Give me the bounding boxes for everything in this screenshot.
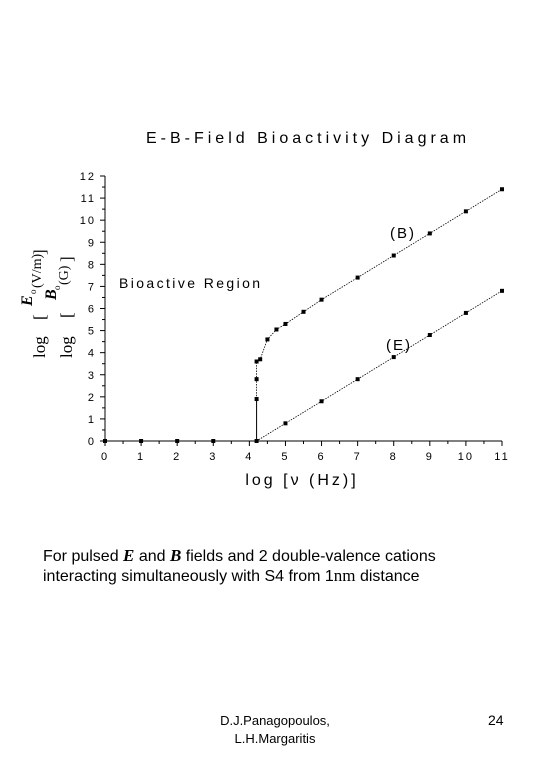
y-tick-label: 1	[87, 413, 96, 426]
x-tick-label: 11	[494, 451, 510, 463]
y-tick-label: 12	[79, 171, 96, 183]
axes	[80, 171, 510, 463]
series-points	[103, 187, 504, 443]
y-tick-label: 3	[87, 369, 96, 382]
y-label-E-unit: (V/m)	[30, 253, 45, 288]
y-label-E-sub: o	[28, 289, 38, 294]
y-tick-label: 9	[87, 237, 96, 250]
series-lines	[105, 189, 502, 441]
data-point-E	[320, 399, 324, 403]
y-tick-label: 6	[87, 303, 96, 316]
x-tick-label: 4	[245, 451, 254, 463]
data-point-B	[255, 360, 259, 364]
x-tick-label: 8	[389, 451, 398, 463]
data-point-B	[320, 298, 324, 302]
data-point-B	[356, 276, 360, 280]
data-point-E	[428, 333, 432, 337]
series-line-B	[257, 189, 502, 399]
data-point-B	[428, 231, 432, 235]
y-label-B-unit: (G)	[57, 265, 72, 285]
x-tick-label: 6	[317, 451, 326, 463]
y-tick-label: 8	[87, 259, 96, 272]
data-point-B	[258, 357, 262, 361]
data-point-E	[392, 355, 396, 359]
x-tick-label: 2	[173, 451, 182, 463]
y-label-bracket-3: [	[57, 312, 76, 318]
y-tick-label: 4	[87, 347, 96, 360]
y-label-B: B	[43, 289, 60, 300]
figure-caption	[43, 546, 483, 586]
y-label-log-2: log	[57, 336, 76, 358]
data-point-B	[265, 337, 269, 341]
data-point-B	[255, 377, 259, 381]
data-point-B	[302, 310, 306, 314]
data-point-E	[283, 421, 287, 425]
caption-unit: nm	[333, 566, 356, 585]
x-tick-label: 1	[137, 451, 146, 463]
y-label-B-sub: o	[52, 285, 62, 290]
data-point-E	[500, 289, 504, 293]
annotation-bioactive-region: Bioactive Region	[119, 275, 263, 291]
author-line-1: D.J.Panagopoulos,	[220, 713, 330, 728]
caption-part-3: fields and 2 double-valence cations interacting simultaneously with S4 from 1	[43, 548, 436, 585]
data-point-E	[103, 439, 107, 443]
x-tick-label: 3	[209, 451, 218, 463]
x-axis-label: log [ν (Hz)]	[245, 472, 359, 489]
y-label-bracket-2: ]	[30, 249, 49, 255]
caption-part-4: distance	[355, 568, 420, 585]
data-point-E	[255, 439, 259, 443]
y-tick-label: 10	[79, 215, 96, 228]
x-tick-label: 10	[457, 451, 475, 463]
y-tick-label: 7	[87, 281, 96, 294]
y-label-E: E	[19, 295, 36, 306]
data-point-B	[255, 397, 259, 401]
y-tick-label: 2	[87, 391, 96, 404]
data-point-E	[175, 439, 179, 443]
y-label-bracket-4: ]	[57, 256, 76, 262]
data-point-B	[500, 187, 504, 191]
data-point-E	[211, 439, 215, 443]
data-point-B	[283, 322, 287, 326]
y-tick-label: 5	[87, 325, 96, 338]
x-tick-label: 5	[281, 451, 290, 463]
x-tick-label: 9	[425, 451, 434, 463]
y-label-bracket-1: [	[30, 314, 49, 320]
caption-E: E	[123, 546, 135, 565]
data-point-E	[139, 439, 143, 443]
data-point-E	[356, 377, 360, 381]
data-point-E	[464, 311, 468, 315]
y-label-log-1: log	[30, 336, 49, 358]
annotation-E: (E)	[386, 337, 412, 354]
y-tick-label: 0	[87, 436, 96, 448]
data-point-B	[274, 327, 278, 331]
chart-title: E-B-Field Bioactivity Diagram	[145, 130, 471, 147]
page-number: 24	[488, 712, 504, 728]
y-tick-label: 11	[80, 193, 96, 206]
footer-author	[200, 712, 350, 748]
caption-part-2: and	[134, 548, 170, 565]
caption-B: B	[169, 546, 182, 565]
data-point-B	[392, 254, 396, 258]
author-line-2: L.H.Margaritis	[234, 731, 316, 746]
annotation-B: (B)	[390, 225, 416, 242]
x-tick-label: 7	[353, 451, 362, 463]
y-axis-label	[19, 249, 76, 358]
caption-part-1: For pulsed	[43, 548, 124, 565]
x-tick-label: 0	[100, 451, 110, 463]
data-point-B	[464, 209, 468, 213]
